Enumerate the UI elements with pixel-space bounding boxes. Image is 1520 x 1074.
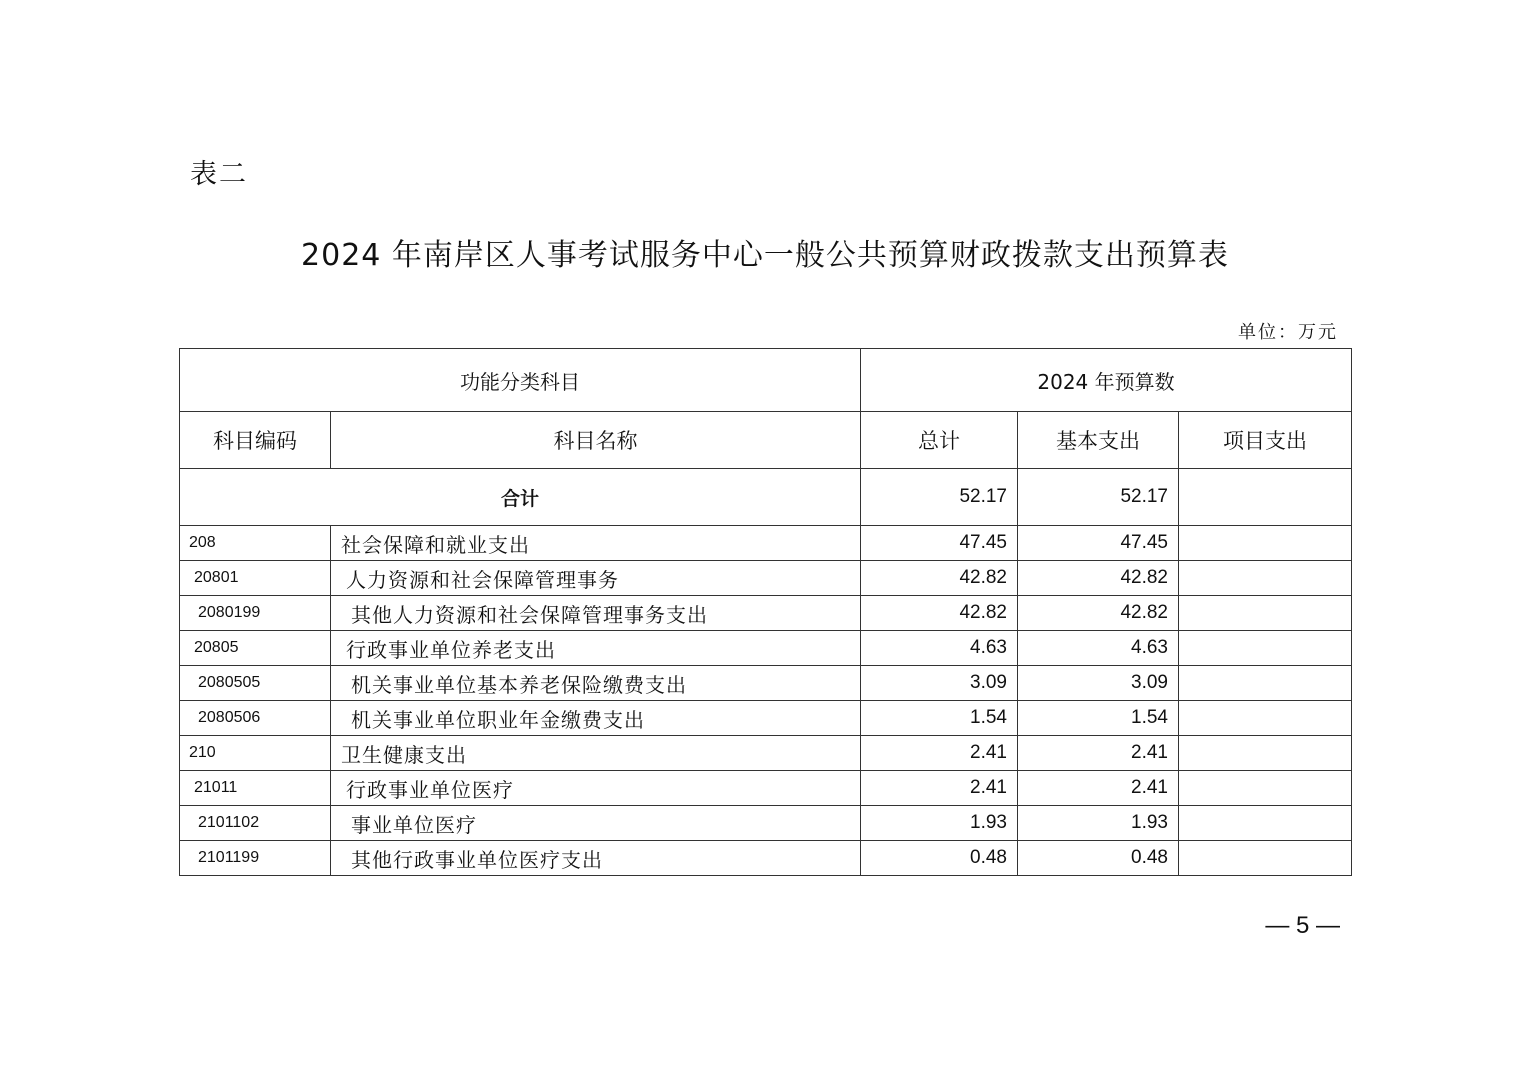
row-name: 事业单位医疗: [331, 806, 861, 841]
row-basic: 1.93: [1018, 806, 1179, 841]
total-total: 52.17: [861, 469, 1018, 526]
total-row: [180, 469, 1352, 526]
row-total: 1.93: [861, 806, 1018, 841]
row-total: 2.41: [861, 736, 1018, 771]
code-header: 科目编码: [180, 412, 331, 469]
row-basic: 0.48: [1018, 841, 1179, 876]
row-total: 42.82: [861, 561, 1018, 596]
table-label: 表二: [190, 159, 248, 190]
row-total: 3.09: [861, 666, 1018, 701]
page-number: — 5 —: [1265, 912, 1340, 939]
row-code: 2101102: [180, 806, 331, 841]
row-name: 人力资源和社会保障管理事务: [331, 561, 861, 596]
row-basic: 4.63: [1018, 631, 1179, 666]
row-total: 47.45: [861, 526, 1018, 561]
budget-year-header: 2024 年预算数: [861, 349, 1352, 412]
header-row-2: [180, 412, 1352, 469]
row-basic: 3.09: [1018, 666, 1179, 701]
row-code: 2080505: [180, 666, 331, 701]
row-project: [1179, 561, 1352, 596]
functional-category-header: 功能分类科目: [180, 349, 861, 412]
row-project: [1179, 736, 1352, 771]
row-basic: 47.45: [1018, 526, 1179, 561]
row-total: 1.54: [861, 701, 1018, 736]
name-header: 科目名称: [331, 412, 861, 469]
row-total: 4.63: [861, 631, 1018, 666]
row-project: [1179, 841, 1352, 876]
row-project: [1179, 806, 1352, 841]
unit-label: 单位：万元: [1238, 322, 1338, 343]
table-row: [180, 526, 1352, 561]
table-row: [180, 631, 1352, 666]
table-row: [180, 841, 1352, 876]
row-project: [1179, 771, 1352, 806]
row-name: 社会保障和就业支出: [331, 526, 861, 561]
row-name: 行政事业单位养老支出: [331, 631, 861, 666]
table-row: [180, 736, 1352, 771]
table-row: [180, 701, 1352, 736]
row-code: 2080506: [180, 701, 331, 736]
table-row: [180, 771, 1352, 806]
row-project: [1179, 666, 1352, 701]
basic-header: 基本支出: [1018, 412, 1179, 469]
row-name: 卫生健康支出: [331, 736, 861, 771]
row-project: [1179, 701, 1352, 736]
total-project: [1179, 469, 1352, 526]
table-row: [180, 561, 1352, 596]
row-basic: 2.41: [1018, 771, 1179, 806]
table-row: [180, 596, 1352, 631]
row-total: 42.82: [861, 596, 1018, 631]
row-code: 2101199: [180, 841, 331, 876]
row-name: 行政事业单位医疗: [331, 771, 861, 806]
row-project: [1179, 526, 1352, 561]
row-code: 20805: [180, 631, 331, 666]
row-code: 210: [180, 736, 331, 771]
budget-table: [179, 348, 1352, 876]
document-title: 2024 年南岸区人事考试服务中心一般公共预算财政拨款支出预算表: [301, 238, 1229, 273]
row-basic: 42.82: [1018, 561, 1179, 596]
header-row-1: [180, 349, 1352, 412]
total-header: 总计: [861, 412, 1018, 469]
row-code: 2080199: [180, 596, 331, 631]
row-code: 208: [180, 526, 331, 561]
row-name: 其他人力资源和社会保障管理事务支出: [331, 596, 861, 631]
row-name: 其他行政事业单位医疗支出: [331, 841, 861, 876]
total-label: 合计: [180, 469, 861, 526]
row-total: 2.41: [861, 771, 1018, 806]
row-basic: 1.54: [1018, 701, 1179, 736]
row-code: 20801: [180, 561, 331, 596]
row-project: [1179, 596, 1352, 631]
table-row: [180, 666, 1352, 701]
total-basic: 52.17: [1018, 469, 1179, 526]
row-code: 21011: [180, 771, 331, 806]
project-header: 项目支出: [1179, 412, 1352, 469]
table-row: [180, 806, 1352, 841]
row-basic: 42.82: [1018, 596, 1179, 631]
row-total: 0.48: [861, 841, 1018, 876]
row-name: 机关事业单位基本养老保险缴费支出: [331, 666, 861, 701]
row-project: [1179, 631, 1352, 666]
row-basic: 2.41: [1018, 736, 1179, 771]
row-name: 机关事业单位职业年金缴费支出: [331, 701, 861, 736]
